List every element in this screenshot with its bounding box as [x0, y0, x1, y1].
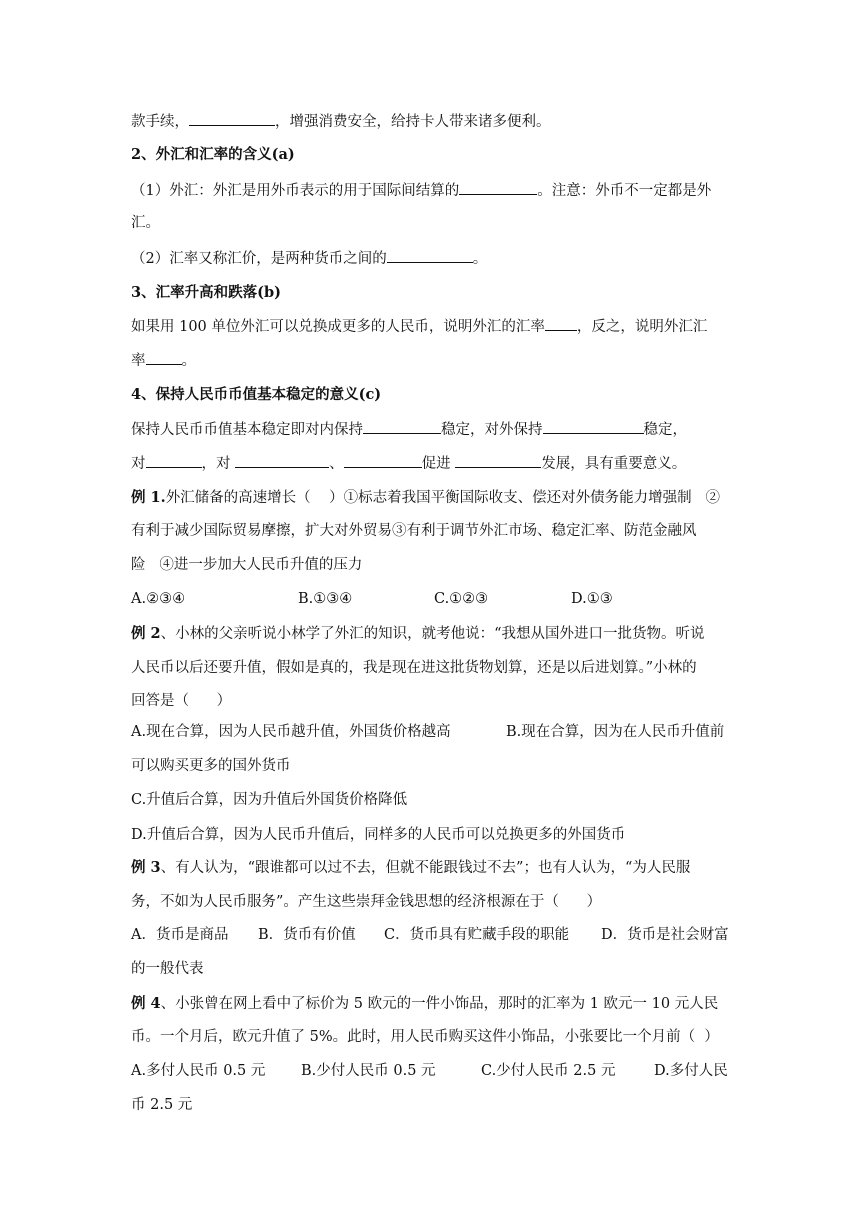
text: 。 — [472, 251, 488, 267]
text: 、小张曾在网上看中了标价为 5 欧元的一件小饰品，那时的汇率为 1 欧元一 10 元人民 — [160, 996, 719, 1012]
text: 、 — [329, 456, 344, 472]
option-b: B.①③④ — [298, 591, 353, 607]
text-line — [131, 248, 487, 269]
fill-blank — [543, 419, 644, 434]
option-d: D.①③ — [571, 591, 613, 607]
text-line — [131, 350, 196, 371]
fill-blank — [545, 316, 577, 331]
example-label: 例 3 — [131, 859, 161, 876]
text: 如果用 100 单位外汇可以兑换成更多的人民币，说明外汇的汇率 — [131, 319, 545, 335]
text-line: 有利于减少国际贸易摩擦，扩大对外贸易③有利于调节外汇市场、稳定汇率、防范金融风 — [131, 523, 697, 539]
text: 稳定， — [643, 422, 687, 438]
option-c: C．货币具有贮藏手段的职能 — [384, 927, 570, 943]
text: 发展，具有重要意义。 — [541, 456, 687, 472]
fill-blank — [363, 419, 441, 434]
example-2-line — [131, 624, 705, 644]
text-line: 险 ④进一步加大人民币升值的压力 — [131, 557, 363, 573]
text: 对 — [131, 456, 146, 472]
option-c: C.少付人民币 2.5 元 — [481, 1063, 616, 1079]
text: 稳定，对外保持 — [441, 422, 543, 438]
example-label: 例 1. — [131, 489, 166, 506]
text: 款手续， — [131, 114, 189, 130]
example-3-line — [131, 858, 690, 878]
text-line — [131, 111, 551, 132]
text-line: 人民币以后还要升值，假如是真的，我是现在进这批货物划算，还是以后进划算。”小林的 — [131, 660, 697, 676]
text: 。 — [181, 353, 196, 369]
text-line: 务，不如为人民币服务”。产生这些崇拜金钱思想的经济根源在于（ ） — [131, 894, 602, 910]
text: 。注意：外币不一定都是外 — [537, 183, 712, 199]
option-a: A.现在合算，因为人民币越升值，外国货价格越高 — [131, 724, 451, 740]
text: 、有人认为，“跟谁都可以过不去，但就不能跟钱过不去”；也有人认为，“为人民服 — [160, 860, 691, 876]
fill-blank — [459, 180, 537, 195]
option-c: C.①②③ — [434, 591, 489, 607]
fill-blank — [235, 453, 329, 468]
text-line — [131, 419, 687, 440]
example-1-line — [131, 488, 720, 508]
fill-blank — [455, 453, 541, 468]
text: ，对 — [201, 456, 236, 472]
fill-blank — [387, 248, 473, 263]
text-line — [131, 316, 707, 337]
option-d: D．货币是社会财富 — [601, 927, 729, 943]
text: 率 — [131, 353, 146, 369]
text: （1）外汇：外汇是用外币表示的用于国际间结算的 — [131, 183, 460, 199]
option-a: A.多付人民币 0.5 元 — [131, 1063, 266, 1079]
text: 、小林的父亲听说小林学了外汇的知识，就考他说：“我想从国外进口一批货物。听说 — [160, 626, 705, 642]
example-label: 例 4 — [131, 995, 161, 1012]
option-b: B.少付人民币 0.5 元 — [301, 1063, 436, 1079]
section-heading: 4、保持人民币币值基本稳定的意义(c) — [131, 386, 382, 403]
option-d: D.升值后合算，因为人民币升值后，同样多的人民币可以兑换更多的外国货币 — [131, 827, 626, 843]
text: ，反之，说明外汇汇 — [576, 319, 708, 335]
text-line — [131, 453, 686, 474]
text-line: 币。一个月后，欧元升值了 5%。此时，用人民币购买这件小饰品，小张要比一个月前（ ） — [131, 1029, 719, 1045]
example-label: 例 2 — [131, 625, 161, 642]
section-heading: 2、外汇和汇率的含义(a) — [131, 146, 295, 163]
text-line: 可以购买更多的国外货币 — [131, 758, 291, 774]
option-d: D.多付人民 — [654, 1063, 728, 1079]
example-4-line — [131, 994, 718, 1014]
text-line: 汇。 — [131, 215, 160, 231]
option-b: B.现在合算，因为在人民币升值前 — [506, 724, 725, 740]
fill-blank — [146, 350, 182, 365]
text: ，增强消费安全，给持卡人带来诸多便利。 — [275, 114, 551, 130]
fill-blank — [189, 111, 275, 126]
option-c: C.升值后合算，因为升值后外国货价格降低 — [131, 792, 408, 808]
text-line: 币 2.5 元 — [131, 1097, 193, 1113]
text: 保持人民币币值基本稳定即对内保持 — [131, 422, 363, 438]
text-line: 回答是（ ） — [131, 693, 232, 709]
option-a: A．货币是商品 — [131, 927, 229, 943]
text: （2）汇率又称汇价，是两种货币之间的 — [131, 251, 387, 267]
fill-blank — [146, 453, 202, 468]
option-a: A.②③④ — [131, 591, 186, 607]
option-b: B．货币有价值 — [258, 927, 356, 943]
text-line — [131, 180, 711, 201]
text-line: 的一般代表 — [131, 961, 204, 977]
section-heading: 3、汇率升高和跌落(b) — [131, 284, 281, 301]
text: 外汇储备的高速增长（ ）①标志着我国平衡国际收支、偿还对外债务能力增强制 ② — [165, 490, 720, 506]
fill-blank — [344, 453, 422, 468]
text: 促进 — [421, 456, 456, 472]
